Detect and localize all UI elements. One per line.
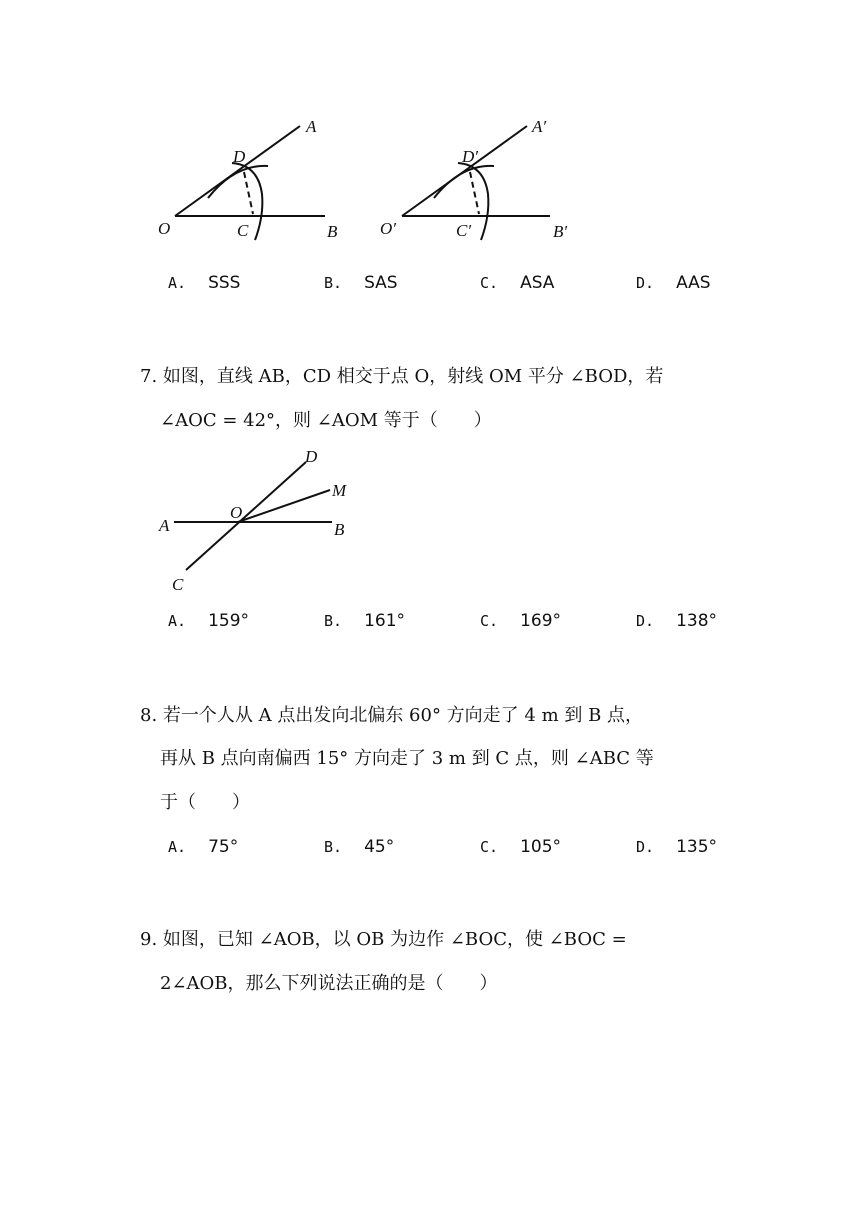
label-C: C bbox=[237, 221, 249, 240]
q6-option-b[interactable] bbox=[324, 273, 398, 293]
q7-option-c[interactable] bbox=[480, 611, 561, 631]
label-B: B bbox=[327, 222, 338, 241]
label-A: A bbox=[159, 516, 170, 535]
q8-option-b[interactable] bbox=[324, 837, 394, 857]
label-O-prime: O′ bbox=[380, 219, 396, 238]
option-value: SAS bbox=[364, 273, 398, 293]
q6-construction-figure bbox=[140, 110, 600, 250]
label-B: B bbox=[334, 520, 345, 539]
q6-option-c[interactable] bbox=[480, 273, 554, 293]
option-value: 159° bbox=[208, 611, 250, 631]
dashed-D'C' bbox=[470, 172, 479, 214]
q7-option-a[interactable] bbox=[168, 611, 249, 631]
q9-text-line-2: 2∠AOB，那么下列说法正确的是（ ） bbox=[160, 973, 498, 994]
q7-text-line-1: 7. 如图，直线 AB，CD 相交于点 O，射线 OM 平分 ∠BOD，若 bbox=[140, 366, 664, 387]
q7-options bbox=[0, 611, 860, 639]
ray-OM bbox=[238, 490, 330, 522]
option-letter: A. bbox=[168, 274, 187, 292]
label-B-prime: B′ bbox=[553, 222, 568, 241]
q8-option-d[interactable] bbox=[636, 837, 717, 857]
option-value: 75° bbox=[208, 837, 239, 857]
option-letter: B. bbox=[324, 612, 343, 630]
q8-option-c[interactable] bbox=[480, 837, 561, 857]
label-A-prime: A′ bbox=[532, 117, 547, 136]
q8-text-line-3: 于（ ） bbox=[160, 792, 250, 813]
option-letter: D. bbox=[636, 838, 655, 856]
option-value: 161° bbox=[364, 611, 406, 631]
line-CD bbox=[186, 462, 306, 570]
label-M: M bbox=[332, 481, 347, 500]
label-D: D bbox=[305, 447, 318, 466]
q8-option-a[interactable] bbox=[168, 837, 238, 857]
option-value: AAS bbox=[676, 273, 711, 293]
q6-right-construction bbox=[380, 117, 567, 241]
option-letter: C. bbox=[480, 612, 499, 630]
option-value: 105° bbox=[520, 837, 562, 857]
q6-options bbox=[0, 273, 860, 301]
option-letter: C. bbox=[480, 838, 499, 856]
option-value: 135° bbox=[676, 837, 718, 857]
q9-text-line-1: 9. 如图，已知 ∠AOB，以 OB 为边作 ∠BOC，使 ∠BOC = bbox=[140, 929, 627, 950]
option-letter: A. bbox=[168, 612, 187, 630]
option-letter: C. bbox=[480, 274, 499, 292]
label-O: O bbox=[158, 219, 171, 238]
q8-text-line-1: 8. 若一个人从 A 点出发向北偏东 60° 方向走了 4 m 到 B 点， bbox=[140, 705, 644, 726]
dashed-DC bbox=[244, 172, 253, 214]
q7-option-d[interactable] bbox=[636, 611, 717, 631]
label-O: O bbox=[230, 503, 243, 522]
q8-text-line-2: 再从 B 点向南偏西 15° 方向走了 3 m 到 C 点，则 ∠ABC 等 bbox=[160, 748, 654, 769]
option-letter: B. bbox=[324, 274, 343, 292]
label-D: D bbox=[233, 147, 246, 166]
q7-intersecting-lines-figure bbox=[150, 440, 380, 600]
option-letter: A. bbox=[168, 838, 187, 856]
label-A: A bbox=[306, 117, 317, 136]
q7-option-b[interactable] bbox=[324, 611, 405, 631]
label-C: C bbox=[172, 575, 184, 594]
option-value: ASA bbox=[520, 273, 555, 293]
option-letter: B. bbox=[324, 838, 343, 856]
option-value: 138° bbox=[676, 611, 718, 631]
option-value: SSS bbox=[208, 273, 241, 293]
label-D-prime: D′ bbox=[462, 147, 478, 166]
label-C-prime: C′ bbox=[456, 221, 472, 240]
q6-left-construction bbox=[158, 117, 338, 241]
option-value: 169° bbox=[520, 611, 562, 631]
ray-OA bbox=[175, 126, 300, 216]
q6-option-a[interactable] bbox=[168, 273, 240, 293]
option-letter: D. bbox=[636, 274, 655, 292]
option-value: 45° bbox=[364, 837, 395, 857]
q8-options bbox=[0, 837, 860, 865]
q6-option-d[interactable] bbox=[636, 273, 711, 293]
option-letter: D. bbox=[636, 612, 655, 630]
q7-text-line-2: ∠AOC = 42°，则 ∠AOM 等于（ ） bbox=[160, 410, 492, 431]
